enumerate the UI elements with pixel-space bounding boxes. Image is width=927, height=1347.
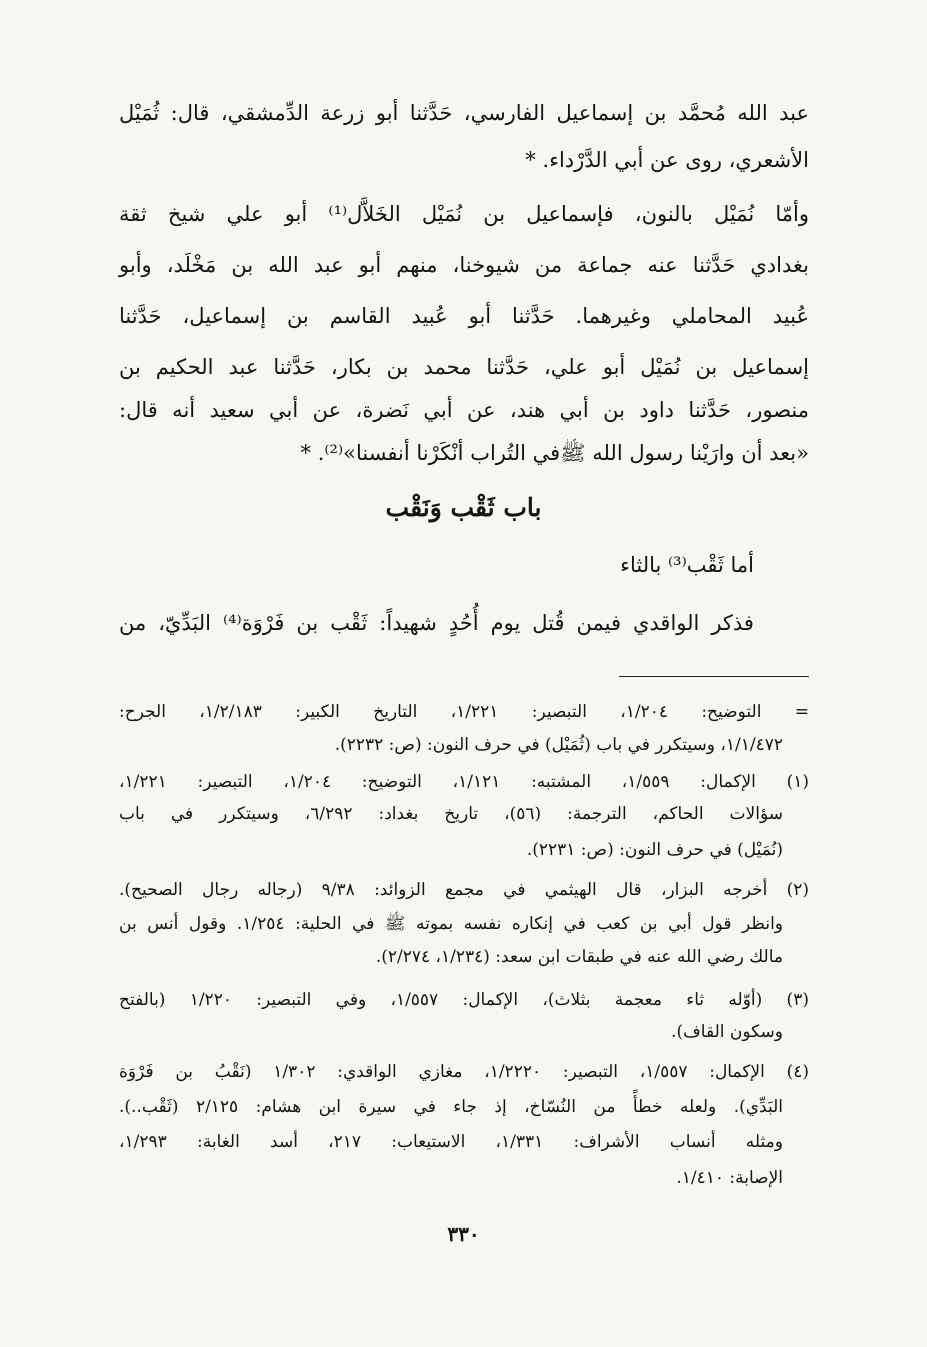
body-line: وأمّا نُمَيْل بالنون، فإسماعيل بن نُمَيْل الخَلاَّل⁽¹⁾ أبو علي شيخ ثقة	[119, 202, 809, 226]
body-line: عُبيد المحاملي وغيرهما. حَدَّثنا أبو عُبيد القاسم بن إسماعيل، حَدَّثنا	[119, 304, 809, 328]
footnote-line: الإصابة: ١/٤١٠.	[676, 1168, 783, 1188]
footnote-line: (نُمَيْل) في حرف النون: (ص: ٢٢٣١).	[526, 840, 783, 860]
section-line: فذكر الواقدي فيمن قُتل يوم أُحُدٍ شهيداً: ثَقْب بن فَرْوَة⁽⁴⁾ البَدِّيّ، من	[119, 611, 754, 635]
footnote-separator	[619, 676, 809, 677]
body-line: «بعد أن وارَيْنا رسول الله ﷺفي التُراب أنْكَرْنا أنفسنا»⁽²⁾. *	[300, 441, 809, 465]
chapter-heading: باب ثَقْب وَنَقْب	[385, 493, 542, 522]
body-line: الأشعري، روى عن أبي الدَّرْداء. ‌*	[525, 148, 809, 172]
page-number: ٣٣٠	[447, 1222, 480, 1246]
footnote-line: ١/١/٤٧٢، وسيتكرر في باب (ثُمَيْل) في حرف النون: (ص: ٢٢٣٢).	[334, 735, 783, 755]
footnote-line: سؤالات الحاكم، الترجمة: (٥٦)، تاريخ بغداد: ٦/٢٩٢، وسيتكرر في باب	[119, 804, 783, 824]
section-line: أما ثَقْب⁽³⁾ بالثاء	[620, 553, 754, 577]
footnote-line: (٢) أخرجه البزار، قال الهيثمي في مجمع الزوائد: ٩/٣٨ (رجاله رجال الصحيح).	[119, 880, 809, 900]
body-line: منصور، حَدَّثنا داود بن أبي هند، عن أبي نَضرة، عن أبي سعيد أنه قال:	[119, 398, 809, 422]
footnote-line: ومثله أنساب الأشراف: ١/٣٣١، الاستيعاب: ٢١٧، أسد الغابة: ١/٢٩٣،	[119, 1132, 783, 1152]
body-line: عبد الله مُحمَّد بن إسماعيل الفارسي، حَدَّثنا أبو زرعة الدِّمشقي، قال: ثُمَيْل	[119, 101, 809, 125]
footnote-line: (٣) (أوّله ثاء معجمة بثلاث)، الإكمال: ١/٥٥٧، وفي التبصير: ١/٢٢٠ (بالفتح	[119, 990, 809, 1010]
footnote-line: = التوضيح: ١/٢٠٤، التبصير: ١/٢٢١، التاريخ الكبير: ١/٢/١٨٣، الجرح:	[119, 702, 809, 722]
footnote-line: مالك رضي الله عنه في طبقات ابن سعد: (١/٢٣٤، ٢/٢٧٤).	[375, 947, 783, 967]
footnote-line: وانظر قول أبي بن كعب في إنكاره نفسه بموته ﷺ في الحلية: ١/٢٥٤. وقول أنس بن	[119, 914, 784, 934]
body-line: إسماعيل بن نُمَيْل أبو علي، حَدَّثنا محمد بن بكار، حَدَّثنا عبد الحكيم بن	[119, 355, 809, 379]
footnote-line: وسكون القاف).	[671, 1022, 783, 1042]
body-line: بغدادي حَدَّثنا عنه جماعة من شيوخنا، منهم أبو عبد الله بن مَخْلَد، وأبو	[119, 253, 809, 277]
footnote-line: (١) الإكمال: ١/٥٥٩، المشتبه: ١/١٢١، التوضيح: ١/٢٠٤، التبصير: ١/٢٢١،	[119, 772, 809, 792]
footnote-line: البَدِّي). ولعله خطأً من النُسّاخ، إذ جاء في سيرة ابن هشام: ٢/١٢٥ (ثَقْب..).	[119, 1097, 784, 1117]
footnote-line: (٤) الإكمال: ١/٥٥٧، التبصير: ١/٢٢٢٠، مغازي الواقدي: ١/٣٠٢ (نَقْبُ بن فَرْوَة	[119, 1062, 809, 1082]
